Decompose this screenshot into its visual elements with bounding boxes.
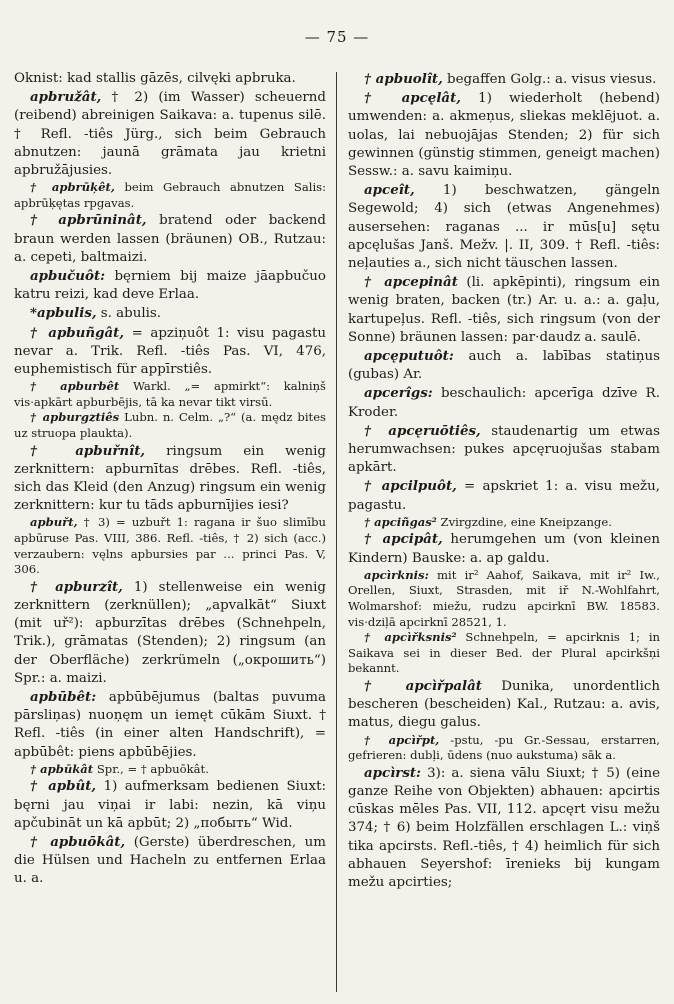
entry-headword: † apcilpuôt, [364,478,457,495]
entry-headword: apcerîgs: [364,385,433,402]
dictionary-entry [348,181,660,273]
entry-headword: † apburbêt [30,379,120,394]
entry-headword: † apbrūninât, [30,212,147,229]
entry-headword: † apcipât, [364,531,443,548]
entry-headword: † apbrūķêt, [30,180,115,195]
entry-text: s. abulis. [96,306,162,322]
entry-text: Zvirgzdine, eine Kneipzange. [436,514,612,529]
entry-headword: apbuřt, [30,515,78,530]
entry-headword: † apbuōkât, [30,834,126,851]
entry-headword: † apbût, [30,778,97,795]
dictionary-entry [348,515,660,531]
dictionary-entry [14,267,326,304]
dictionary-entry [14,578,326,688]
dictionary-entry [14,379,326,410]
entry-text: 1) wiederholt (hebend) umwenden: a. akmeņus, sliekas meklējuot. a. uolas, lai nebuojājas Stenden; 2) für sich gewinnen (günstig stimmen, geneigt machen) Sessw.: a. savu kaimiņu. [348,91,660,180]
dictionary-entry [348,384,660,421]
dictionary-entry [348,347,660,384]
dictionary-entry [14,442,326,516]
entry-text: beim Gebrauch abnutzen Salis: apbrūķętas rpgavas. [14,180,327,210]
dictionary-entry [348,764,660,892]
left-column [14,70,326,889]
dictionary-entry [348,677,660,733]
dictionary-entry [348,630,660,677]
page-number: — 75 — [304,28,370,46]
entry-headword: apcìrknis: [364,567,429,582]
right-column [348,70,660,892]
dictionary-entry [348,530,660,567]
dictionary-entry [348,568,660,630]
entry-headword: † apcìřksnis² [364,630,457,645]
dictionary-entry [348,89,660,181]
entry-headword: † apcìřpalât [364,678,482,695]
dictionary-entry [348,422,660,478]
entry-text: auch a. labības statiņus (gubas) Ar. [348,349,660,383]
entry-headword: † apcęruōtiês, [364,422,481,439]
entry-text: bęrniem bij maize jāapbučuo katru reizi, kad deve Erlaa. [14,269,326,303]
dictionary-entry [348,733,660,764]
entry-text: ringsum ein wenig zerknittern: apburnītas drēbes. Refl. -tiês, sich das Kleid (den Anzug) ringsum ein wenig zerknittern: kur tu tāds apburnījies iesi? [14,443,327,514]
dictionary-entry [14,762,326,778]
entry-headword: apbūbêt: [30,689,97,706]
entry-text: † 2) (im Wasser) scheuernd (reibend) abreinigen Saikava: a. tupenus silē. † Refl. -tiês Jürg., sich beim Gebrauch abnutzen: jaunā grāmata jau krietni apbružājusies. [14,90,326,179]
dictionary-entry [348,70,660,89]
entry-text: = apskriet 1: a. visu mežu, pagastu. [348,479,660,513]
entry-text: bratend oder backend braun werden lassen (bräunen) OB., Rutzau: a. cepeti, baltmaizi. [14,213,326,265]
entry-headword: † apbuolît, [364,71,443,87]
entry-headword: apcęputuôt: [364,348,454,365]
entry-text: 1) aufmerksam bedienen Siuxt: bęrni jau viņai ir labi: nezin, kā viņu apčubināt un kā apbūt; 2) „побыть“ Wid. [14,779,327,831]
entry-text: Dunika, unordentlich bescheren (bescheiden) Kal., Rutzau: a. avis, matus, diegu galus. [348,679,660,731]
entry-text: Warkl. „= apmirkt“: kalniņš vis·apkārt apburbējis, tā ka nevar tikt virsū. [14,379,327,409]
entry-headword: apceît, [364,182,415,199]
column-divider [336,72,337,992]
entry-text: 3): a. siena vālu Siuxt; † 5) (eine ganze Reihe von Objekten) abhauen: apcirtis cūskas mēles Pas. VII, 112. apcęrt visu mežu 374; † 6) beim Holzfällen erschlagen L.: viņš tika apcirsts. Refl.-tiês, † 4) heimlich für sich abhauen Seyershof: īrenieks bij kungam mežu apcirties; [348,765,660,891]
entry-text: 1) stellenweise ein wenig zerknittern (zerknüllen); „apvalkāt“ Siuxt (mit uř²): apburzītas drēbes (Schnehpeln, Trik.), grāmatas (Stenden); 2) ringsum (an der Oberfläche) zerkrümeln („окрошить“) Spr.: a. maizi. [14,579,326,686]
entry-headword: apbučuôt: [30,268,106,285]
entry-headword: † apbuřnît, [30,442,146,459]
entry-text: herumgehen um (von kleinen Kindern) Bauske: a. ap galdu. [348,532,660,566]
entry-headword: † apbuñgât, [30,324,125,341]
dictionary-entry [348,477,660,514]
entry-headword: † apcęlât, [364,90,461,107]
dictionary-entry [14,211,326,267]
entry-text: † 3) = uzbuřt 1: ragana ir šuo slimību apbūruse Pas. VIII, 386. Refl. -tiês, † 2) sich (acc.) verzaubern: vęlns apbursies par ... princi Pas. V, 306. [14,515,326,577]
entry-headword: † apburzît, [30,578,123,595]
entry-headword: apcìrst: [364,764,422,781]
entry-text: staudenartig um etwas herumwachsen: pukes apcęruojušas stabam apkārt. [348,423,660,476]
entry-headword: † apciñgas² [364,514,437,529]
entry-text: begaffen Golg.: a. visus viesus. [442,72,657,87]
entry-text: (Gerste) überdreschen, um die Hülsen und Hacheln zu entfernen Erlaa u. a. [14,835,326,887]
entry-text: apbūbējumus (baltas puvuma pārsliņas) nuoņęm un iemęt cūkām Siuxt. † Refl. -tiês (in einer alten Handschrift), = apbūbêt: piens apbūbējies. [14,690,326,760]
dictionary-entry [14,515,326,577]
entry-headword: † apcepinât [364,274,458,291]
entry-text: mit ir² Aahof, Saikava, mit ir² Iw., Orellen, Siuxt, Strasden, mit iř N.-Wohlfahrt, Wolmarshof: miežu, rudzu apcirknī BW. 18583. vis·dziļā apcirknī 28521, 1. [348,567,660,629]
entry-text: beschaulich: apcerīga dzīve R. Kroder. [348,386,660,420]
entry-text: = apziņuôt 1: visu pagastu nevar a. Trik. Refl. -tiês Pas. VI, 476, euphemistisch für appīrstiês. [14,325,326,378]
entry-headword: apbružât, [30,89,102,106]
dictionary-entry [14,833,326,889]
entry-text: Lubn. n. Celm. „?“ (a. mędz bites uz struopa plaukta). [14,410,327,441]
entry-text: 1) beschwatzen, gängeln Segewold; 4) sich (etwas Angenehmes) ausersehen: raganas ... ir mūs[u] sętu apcęlušas Janš. Mežv. |. II, 309. † Refl. -tiês: neļauties a., sich nicht täuschen lassen. [348,183,660,272]
entry-headword: † apburgztiês [30,410,120,425]
dictionary-entry [14,777,326,833]
dictionary-entry [14,410,326,441]
entry-headword: † apcìřpt, [364,732,440,747]
dictionary-entry [14,688,326,762]
entry-headword: † apbūkât [30,761,94,776]
entry-text: Schnehpeln, = apcirknis 1; in Saikava sei in dieser Bed. der Plural apcirkšņi bekannt. [348,630,660,676]
dictionary-entry [14,304,326,323]
entry-text: (li. apkēpinti), ringsum ein wenig braten, backen (tr.) Ar. u. a.: a. gaļu, kartupeļus. Refl. -tiês, sich ringsum (von der Sonne) bräunen lassen: par·daudz a. saulē. [348,275,660,345]
dictionary-entry [14,324,326,380]
dictionary-entry [14,88,326,180]
dictionary-entry [14,70,326,88]
dictionary-entry [14,180,326,211]
entry-headword: *apbulis, [30,305,97,322]
entry-text: -pstu, -pu Gr.-Sessau, erstarren, gefrieren: dubļi, ūdens (nuo aukstuma) sāk a. [348,732,660,763]
entry-text: Spr., = † apbuōkât. [93,761,209,776]
entry-text: Oknist: kad stallis gāzēs, cilvęki apbruka. [14,71,296,86]
dictionary-entry [348,273,660,347]
